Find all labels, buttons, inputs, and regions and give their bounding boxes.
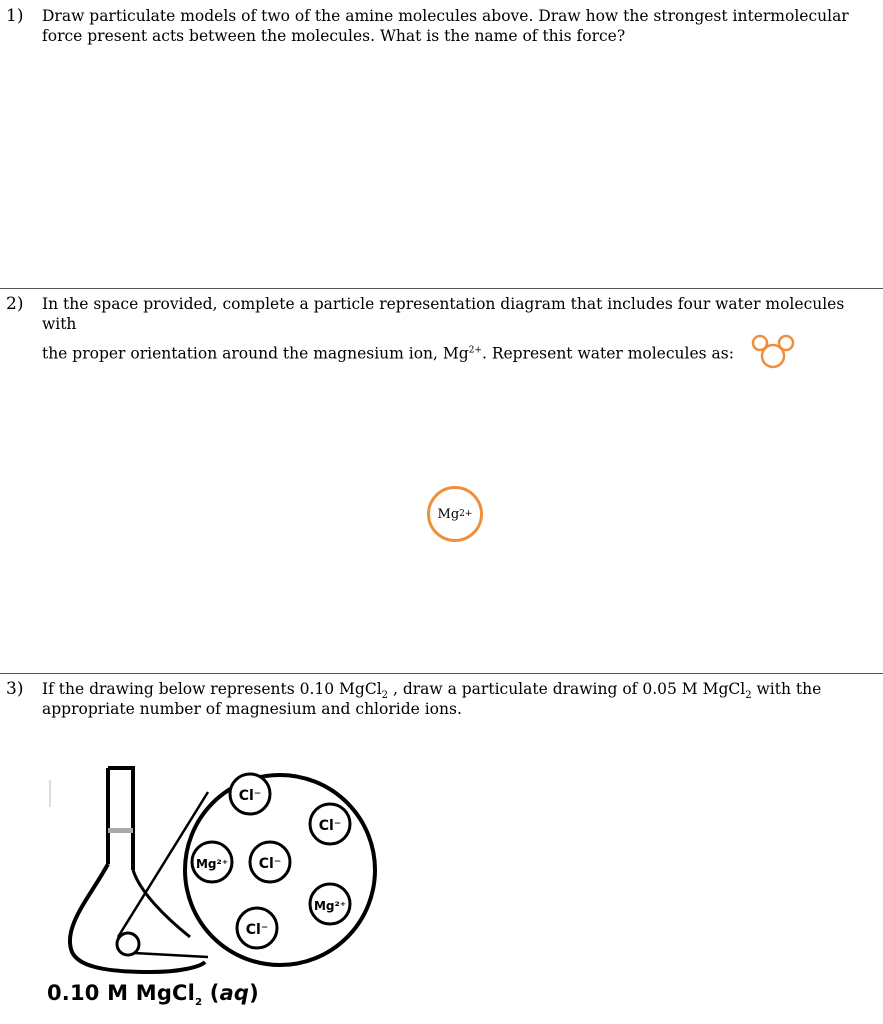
question-line: In the space provided, complete a particle representation diagram that includes four water molecules with	[41, 295, 845, 333]
svg-text:Mg²⁺: Mg²⁺	[195, 857, 229, 871]
question-line: the proper orientation around the magnesium ion, $Mg^{2+}$. Represent water molecules as:	[42, 334, 883, 375]
water-molecule-icon	[750, 334, 796, 375]
question-text	[42, 294, 883, 375]
question-text	[42, 6, 849, 46]
figure-caption: 0.10 M MgCl$_2$ (aq)	[47, 981, 259, 1009]
question-text	[42, 679, 821, 719]
question-line: If the drawing below represents 0.10 MgCl$_2$ , draw a particulate drawing of 0.05 M MgCl$_2$ with the	[42, 680, 822, 702]
magnesium-ion	[192, 842, 232, 882]
question-line: Draw particulate models of two of the amine molecules above. Draw how the strongest intermolecular	[42, 7, 849, 25]
chloride-ion	[237, 908, 277, 948]
chloride-ion	[250, 842, 290, 882]
section-divider	[0, 673, 883, 674]
chloride-ion	[310, 804, 350, 844]
question-number: 1)	[6, 6, 24, 26]
question-3	[0, 679, 883, 719]
svg-text:Cl⁻: Cl⁻	[318, 818, 342, 834]
question-line: appropriate number of magnesium and chloride ions.	[42, 700, 462, 718]
svg-text:Cl⁻: Cl⁻	[238, 788, 262, 804]
magnesium-ion: Mg 2+	[427, 486, 483, 542]
chloride-ion	[230, 774, 270, 814]
svg-text:Cl⁻: Cl⁻	[258, 856, 282, 872]
question-number: 3)	[6, 679, 24, 699]
magnesium-ion	[310, 884, 350, 924]
svg-text:Cl⁻: Cl⁻	[245, 922, 269, 938]
ion-layer	[40, 752, 385, 982]
question-number: 2)	[6, 294, 24, 314]
question-1	[0, 6, 883, 46]
question-line: force present acts between the molecules. What is the name of this force?	[42, 27, 626, 45]
section-divider	[0, 288, 883, 289]
svg-text:Mg²⁺: Mg²⁺	[313, 899, 347, 913]
question-2	[0, 294, 883, 375]
